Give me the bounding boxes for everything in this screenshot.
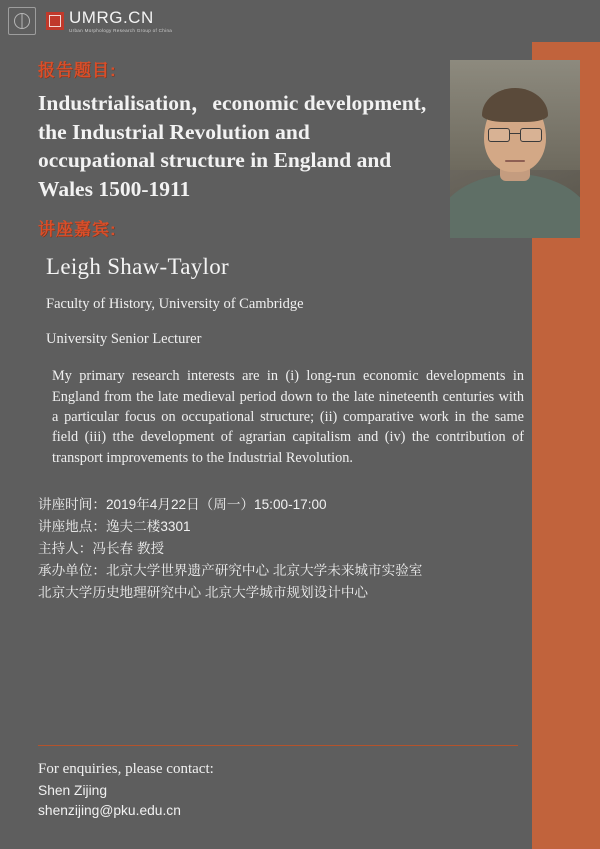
event-detail-host: 主持人：冯长春 教授	[38, 540, 165, 556]
label-guest: 讲座嘉宾:	[38, 220, 117, 240]
speaker-name: Leigh Shaw-Taylor	[46, 254, 229, 280]
event-detail-venue: 讲座地点：逸夫二楼3301	[38, 518, 191, 534]
glasses-icon	[488, 128, 542, 141]
compass-icon	[8, 7, 36, 35]
speaker-position: University Senior Lecturer	[46, 331, 202, 348]
portrait-shoulders	[450, 174, 580, 238]
event-detail-organisers-2: 北京大学历史地理研究中心 北京大学城市规划设计中心	[38, 584, 369, 600]
logo-subtitle: Urban Morphology Research Group of China	[69, 28, 173, 33]
speaker-portrait	[450, 60, 580, 238]
umrg-logo	[46, 9, 172, 33]
speaker-affiliation: Faculty of History, University of Cambridge	[46, 296, 304, 313]
contact-block	[38, 758, 214, 822]
logo-mark-icon	[46, 12, 64, 30]
poster-content	[38, 56, 524, 604]
lecture-title: Industrialisation，economic development, the Industrial Revolution and occupational structure in England and Wales 1500-1911	[38, 91, 427, 201]
event-detail-organisers-1: 承办单位：北京大学世界遗产研究中心 北京大学未来城市实验室	[38, 562, 423, 578]
poster-header	[0, 0, 600, 42]
contact-name: Shen Zijing	[38, 782, 108, 798]
contact-email[interactable]: shenzijing@pku.edu.cn	[38, 803, 181, 819]
contact-heading: For enquiries, please contact:	[38, 761, 214, 777]
footer-divider	[38, 745, 518, 746]
event-detail-time: 讲座时间：2019年4月22日（周一）15:00-17:00	[38, 496, 327, 512]
logo-text: UMRG.CN	[69, 8, 154, 27]
portrait-mouth	[505, 160, 525, 163]
speaker-bio: My primary research interests are in (i) long-run economic developments in England from the late medieval period down to the late nineteenth centuries with a particular focus on occupational structure; (ii) comparative work in the same field (iii) tthe development of agrarian capitalism and (iv) the contribution of transport improvements to the Industrial Revolution.	[52, 368, 524, 466]
label-topic: 报告题目:	[38, 61, 117, 80]
event-details	[38, 494, 518, 604]
